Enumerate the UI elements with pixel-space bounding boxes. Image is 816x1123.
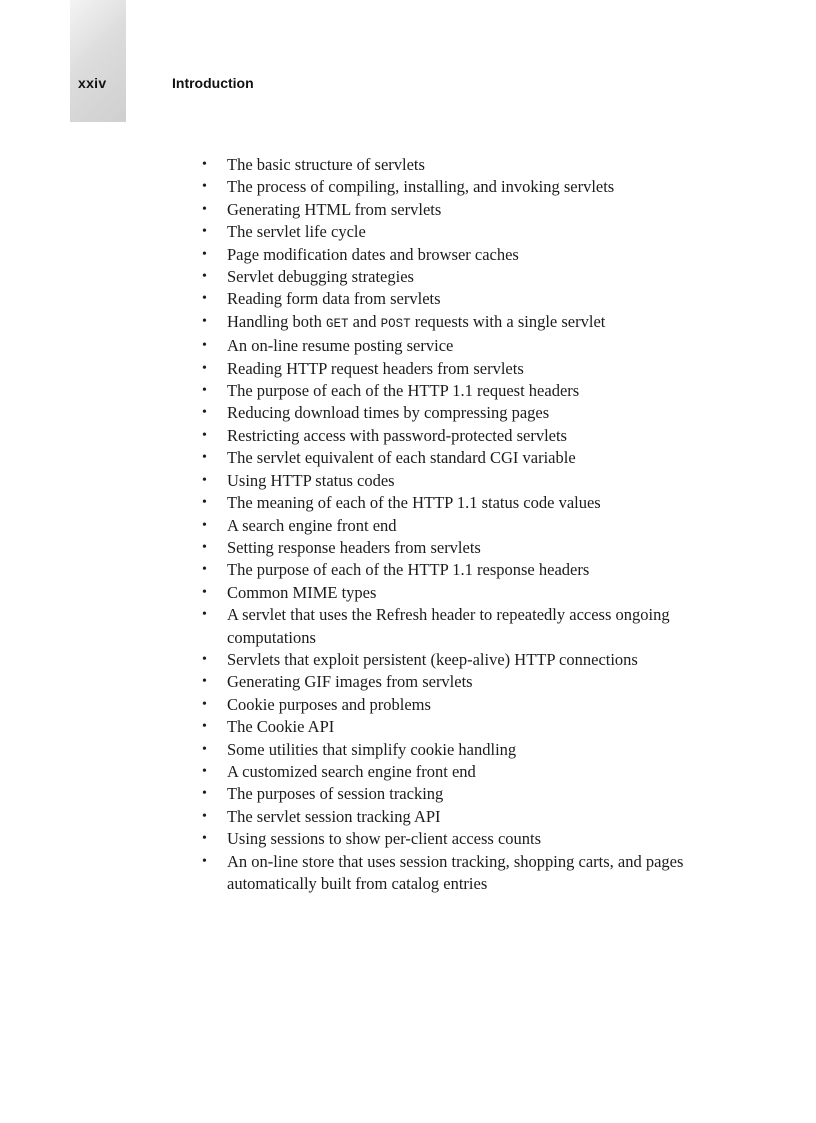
text-segment: and	[348, 311, 381, 331]
list-item	[199, 716, 719, 738]
bullet-icon: •	[202, 741, 207, 757]
code-keyword: GET	[326, 316, 349, 331]
text-segment: Handling both	[227, 311, 326, 331]
list-item	[199, 694, 719, 716]
list-item-text: The process of compiling, installing, and invoking servlets	[227, 177, 615, 197]
list-item-text: The servlet session tracking API	[227, 806, 441, 826]
list-item-text: Servlet debugging strategies	[227, 267, 414, 287]
list-item-text: Setting response headers from servlets	[227, 537, 481, 557]
list-item	[199, 537, 719, 559]
list-item-text: A servlet that uses the Refresh header to repeatedly access ongoing computations	[227, 605, 670, 647]
list-item	[199, 244, 719, 266]
bullet-icon: •	[202, 763, 207, 779]
list-item	[199, 447, 719, 469]
list-item-text: The basic structure of servlets	[227, 155, 425, 174]
bullet-icon: •	[202, 584, 207, 600]
list-item-text: The servlet life cycle	[227, 222, 366, 242]
bullet-icon: •	[202, 539, 207, 555]
list-item	[199, 380, 719, 402]
bullet-icon: •	[202, 517, 207, 533]
list-item	[199, 492, 719, 514]
list-item	[199, 470, 719, 492]
bullet-icon: •	[202, 786, 207, 802]
bullet-icon: •	[202, 360, 207, 376]
bullet-icon: •	[202, 853, 207, 869]
bullet-icon: •	[202, 495, 207, 511]
list-item	[199, 761, 719, 783]
list-item-text: An on-line store that uses session tracking, shopping carts, and pages automatically built from catalog entries	[227, 851, 684, 893]
page-corner-tab	[70, 0, 126, 122]
bullet-icon: •	[202, 450, 207, 466]
list-item-text: The servlet equivalent of each standard CGI variable	[227, 448, 576, 468]
bullet-icon: •	[202, 179, 207, 195]
list-item	[199, 515, 719, 537]
list-item	[199, 176, 719, 198]
list-item	[199, 649, 719, 671]
list-item	[199, 828, 719, 850]
bullet-icon: •	[202, 246, 207, 262]
list-item-text: Generating HTML from servlets	[227, 199, 442, 219]
bullet-icon: •	[202, 427, 207, 443]
list-item	[199, 604, 719, 649]
list-item	[199, 559, 719, 581]
list-item-text: The Cookie API	[227, 717, 335, 737]
running-head-title: Introduction	[172, 75, 254, 91]
topic-bullet-list	[199, 154, 719, 895]
bullet-icon: •	[202, 607, 207, 623]
bullet-icon: •	[202, 719, 207, 735]
list-item	[199, 311, 719, 335]
bullet-icon: •	[202, 383, 207, 399]
list-item	[199, 425, 719, 447]
list-item-text: Cookie purposes and problems	[227, 694, 431, 714]
list-item-text: Common MIME types	[227, 582, 377, 602]
list-item	[199, 335, 719, 357]
list-item	[199, 154, 719, 176]
bullet-icon: •	[202, 831, 207, 847]
bullet-icon: •	[202, 405, 207, 421]
bullet-icon: •	[202, 562, 207, 578]
bullet-icon: •	[202, 696, 207, 712]
list-item-text	[227, 312, 605, 331]
bullet-icon: •	[202, 291, 207, 307]
bullet-icon: •	[202, 157, 207, 172]
bullet-icon: •	[202, 201, 207, 217]
list-item-text: A customized search engine front end	[227, 761, 476, 781]
list-item	[199, 739, 719, 761]
list-item-text: Using HTTP status codes	[227, 470, 395, 490]
bullet-icon: •	[202, 269, 207, 285]
list-item-text: An on-line resume posting service	[227, 336, 454, 356]
list-item	[199, 402, 719, 424]
list-item-text: Generating GIF images from servlets	[227, 672, 473, 692]
bullet-icon: •	[202, 472, 207, 488]
list-item-text: Reading HTTP request headers from servlets	[227, 358, 524, 378]
list-item-text: Some utilities that simplify cookie handling	[227, 739, 517, 759]
list-item	[199, 221, 719, 243]
bullet-icon: •	[202, 313, 207, 329]
page-number: xxiv	[78, 75, 107, 91]
list-item	[199, 582, 719, 604]
list-item	[199, 199, 719, 221]
list-item-text: The meaning of each of the HTTP 1.1 status code values	[227, 493, 601, 513]
list-item-text: Using sessions to show per-client access counts	[227, 829, 542, 849]
bullet-icon: •	[202, 338, 207, 354]
list-item-text: The purpose of each of the HTTP 1.1 request headers	[227, 381, 580, 401]
list-item	[199, 358, 719, 380]
list-item	[199, 783, 719, 805]
bullet-icon: •	[202, 674, 207, 690]
list-item-text: The purposes of session tracking	[227, 784, 444, 804]
list-item-text: A search engine front end	[227, 515, 397, 535]
code-keyword: POST	[380, 316, 411, 331]
list-item	[199, 851, 719, 896]
list-item-text: Page modification dates and browser caches	[227, 244, 519, 264]
list-item-text: Reading form data from servlets	[227, 289, 441, 309]
list-item	[199, 266, 719, 288]
list-item	[199, 288, 719, 310]
bullet-icon: •	[202, 651, 207, 667]
bullet-icon: •	[202, 808, 207, 824]
list-item-text: The purpose of each of the HTTP 1.1 response headers	[227, 560, 590, 580]
list-item	[199, 806, 719, 828]
list-item-text: Restricting access with password-protected servlets	[227, 425, 567, 445]
list-item	[199, 671, 719, 693]
text-segment: requests with a single servlet	[410, 311, 606, 331]
list-item-text: Servlets that exploit persistent (keep-alive) HTTP connections	[227, 649, 638, 669]
list-item-text: Reducing download times by compressing pages	[227, 403, 550, 423]
bullet-icon: •	[202, 224, 207, 240]
